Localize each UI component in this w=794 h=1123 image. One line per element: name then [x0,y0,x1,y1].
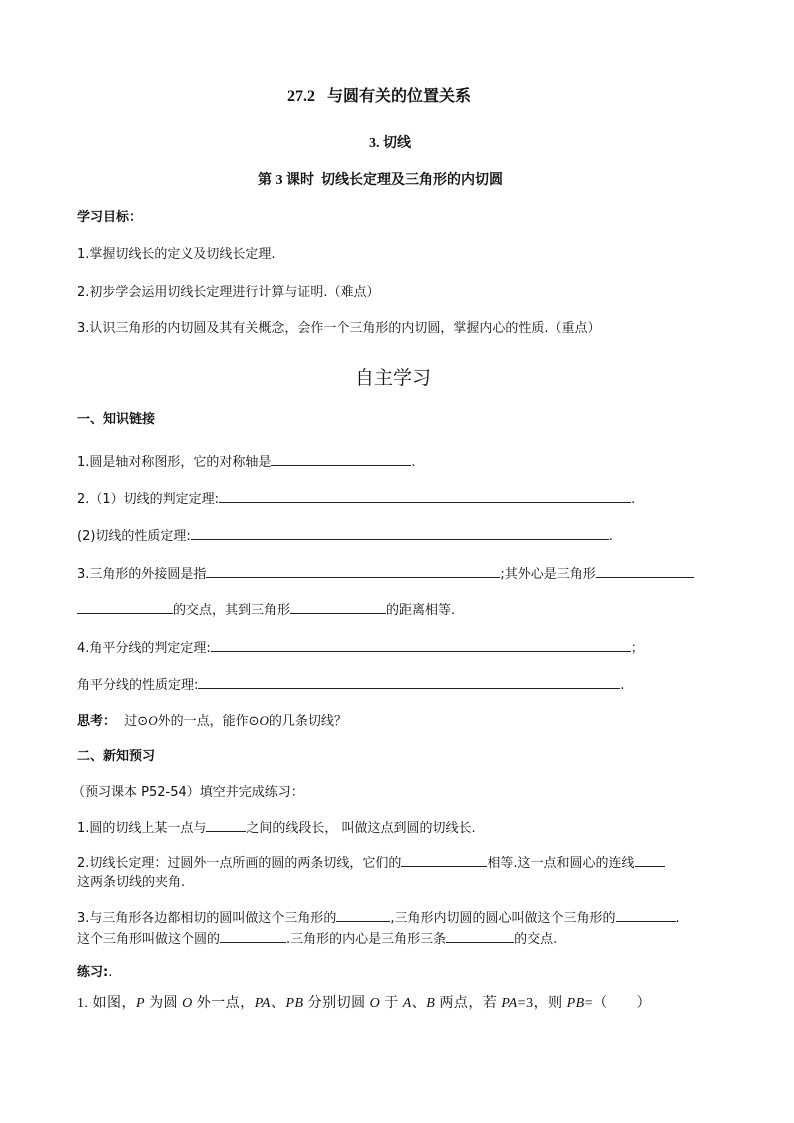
lesson-name: 切线长定理及三角形的内切圆 [321,173,503,188]
knowledge-q4 [77,638,644,658]
q1-period: . [411,455,416,470]
pq1-text: 于 [380,996,403,1011]
answer-blank[interactable] [635,853,665,867]
pq1-text: 1. 如图， [77,996,136,1011]
part1-heading: 一、知识链接 [77,412,156,427]
knowledge-q4b [77,675,625,695]
q4-text: 4.角平分线的判定定理: [77,641,211,656]
var-pb: PB [566,996,585,1011]
knowledge-q2 [77,489,635,509]
subsection-title: 3. 切线 [369,136,411,151]
section-name: 与圆有关的位置关系 [327,88,472,105]
q3-text-c: 的交点，其到三角形 [173,603,291,618]
think-question [77,712,347,731]
q2-text: 2.（1）切线的判定定理: [77,492,220,507]
answer-blank[interactable] [191,526,609,540]
practice-heading [77,964,112,982]
q3-text-a: 3.三角形的外接圆是指 [77,567,207,582]
circle-o-label: O [259,713,269,728]
answer-blank[interactable] [271,452,411,466]
objective-3: 3.认识三角形的内切圆及其有关概念，会作一个三角形的内切圆，掌握内心的性质.（重点） [77,321,601,336]
practice-dot: . [108,965,113,980]
answer-blank[interactable] [77,600,173,614]
answer-blank[interactable] [336,908,390,922]
q1-text: 1.圆是轴对称图形，它的对称轴是 [77,455,272,470]
answer-blank[interactable] [446,929,514,943]
answer-blank[interactable] [219,489,631,503]
circle-o-label: O [148,713,158,728]
q3-text-d: 的距离相等. [386,603,456,618]
objective-1: 1.掌握切线长的定义及切线长定理. [77,247,276,262]
q4-semicolon: ； [630,641,644,656]
think-label: 思考： [77,714,117,729]
pq1-text: 、 [271,996,286,1011]
preview-q2-cont: 这两条切线的夹角. [77,875,186,890]
section-number: 27.2 [287,88,315,105]
p3-text-d: 这个三角形叫做这个圆的 [77,932,221,947]
answer-blank[interactable] [290,600,386,614]
p3-text-e: .三角形的内心是三角形三条 [286,932,447,947]
pq1-text: 两点，若 [435,996,502,1011]
pq1-text: 为圆 [145,996,183,1011]
q4b-text: 角平分线的性质定理: [77,678,199,693]
preview-intro: （预习课本 P52-54）填空并完成练习： [72,785,304,800]
objectives-heading: 学习目标： [77,210,143,225]
p1-text-b: 之间的线段长， 叫做这点到圆的切线长. [246,821,476,836]
var-pa: PA [254,996,271,1011]
answer-blank[interactable] [220,929,286,943]
q4b-period: . [620,678,625,693]
self-study-title: 自主学习 [355,367,432,389]
section-title [287,88,471,106]
pq1-answer-paren: =（ ） [584,996,652,1011]
think-text-b: 外的一点，能作⊙ [157,714,260,729]
lesson-number: 第 3 课时 [258,173,314,188]
p3-text-b: ,三角形内切圆的圆心叫做这个三角形的 [390,911,616,926]
answer-blank[interactable] [198,675,620,689]
p2-text-b: 相等.这一点和圆心的连线 [487,856,635,871]
think-text-a: 过⊙ [124,714,149,729]
var-o: O [369,996,381,1011]
p1-text-a: 1.圆的切线上某一点与 [77,821,207,836]
var-a: A [402,996,412,1011]
q2b-period: . [608,529,613,544]
answer-blank[interactable] [616,908,676,922]
knowledge-q3 [77,564,694,584]
preview-q3-cont [77,929,557,949]
knowledge-q1 [77,452,416,472]
preview-q2 [77,853,665,873]
q3-text-b: ;其外心是三角形 [500,567,596,582]
answer-blank[interactable] [401,853,487,867]
preview-q3 [77,908,680,928]
var-pb: PB [285,996,304,1011]
preview-q1 [77,818,476,838]
var-p: P [136,996,146,1011]
pq1-text: 、 [411,996,427,1011]
knowledge-q3-cont [77,600,455,620]
answer-blank[interactable] [596,564,694,578]
answer-blank[interactable] [211,638,631,652]
part2-heading: 二、新知预习 [77,749,156,764]
var-o: O [182,996,193,1011]
q2-period: . [631,492,636,507]
q2b-text: (2)切线的性质定理: [77,529,191,544]
lesson-title [258,172,503,190]
var-b: B [426,996,436,1011]
objective-2: 2.初步学会运用切线长定理进行计算与证明.（难点） [77,285,380,300]
p3-text-a: 3.与三角形各边都相切的圆叫做这个三角形的 [77,911,337,926]
pq1-text: =3，则 [517,996,567,1011]
practice-label: 练习: [77,965,109,980]
var-pa: PA [501,996,518,1011]
answer-blank[interactable] [206,564,500,578]
knowledge-q2b [77,526,613,546]
think-text-c: 的几条切线？ [268,714,347,729]
practice-q1 [77,995,651,1013]
p3-text-f: 的交点. [514,932,558,947]
pq1-text: 外一点， [192,996,255,1011]
answer-blank[interactable] [206,818,246,832]
p2-text-a: 2.切线长定理：过圆外一点所画的圆的两条切线，它们的 [77,856,402,871]
p3-period: . [675,911,680,926]
pq1-text: 分别切圆 [303,996,370,1011]
